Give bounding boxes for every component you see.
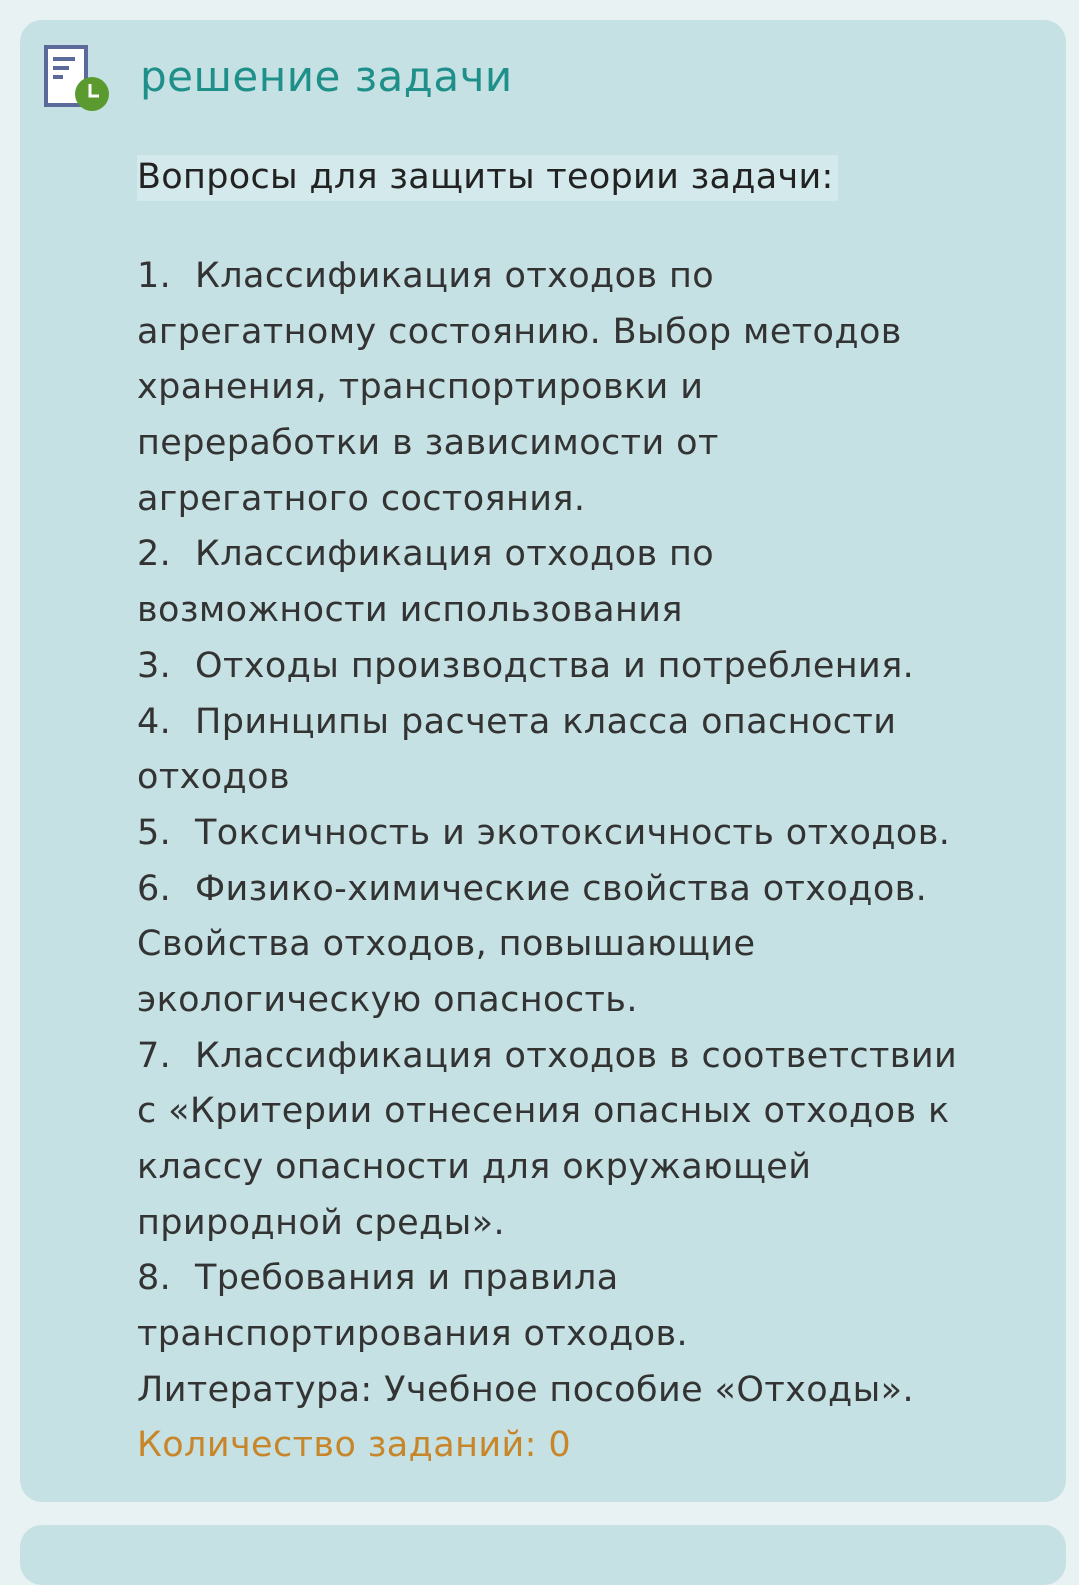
question-text: Свойства отходов, повышающие xyxy=(137,924,756,965)
question-line xyxy=(137,973,957,1029)
question-number: 4. xyxy=(137,701,172,742)
question-text: Классификация отходов по xyxy=(195,256,715,296)
question-line xyxy=(137,695,957,751)
question-text: Требования и правила xyxy=(195,1258,619,1299)
question-text: классу опасности для окружающей xyxy=(137,1147,812,1187)
question-text: Классификация отходов в соответствии xyxy=(195,1035,958,1076)
question-line xyxy=(137,472,957,528)
question-line xyxy=(137,862,957,918)
question-line xyxy=(137,1084,957,1140)
question-line xyxy=(137,527,957,583)
question-text: отходов xyxy=(137,757,290,798)
question-line xyxy=(137,360,957,416)
question-line xyxy=(137,917,957,973)
question-line xyxy=(137,750,957,806)
task-count: Количество заданий: 0 xyxy=(137,1425,572,1466)
question-line xyxy=(137,1196,957,1252)
question-text: Отходы производства и потребления. xyxy=(195,645,915,686)
question-line xyxy=(137,1140,957,1196)
question-text: Токсичность и экотоксичность отходов. xyxy=(195,812,951,853)
question-text: Принципы расчета класса опасности xyxy=(195,701,897,742)
question-number: 3. xyxy=(137,645,172,686)
question-number: 5. xyxy=(137,812,172,853)
question-line xyxy=(137,416,957,472)
question-text: экологическую опасность. xyxy=(137,979,638,1020)
question-number: 2. xyxy=(137,534,172,575)
question-text: хранения, транспортировки и xyxy=(137,367,704,408)
literature-text: Литература: Учебное пособие «Отходы». xyxy=(137,1369,915,1410)
question-text: Классификация отходов по xyxy=(195,534,715,575)
question-number: 8. xyxy=(137,1258,172,1299)
question-text: с «Критерии отнесения опасных отходов к xyxy=(137,1091,950,1132)
question-line xyxy=(137,1251,957,1307)
question-line xyxy=(137,305,957,361)
question-text: агрегатному состоянию. Выбор методов xyxy=(137,311,902,352)
question-text: транспортирования отходов. xyxy=(137,1314,689,1355)
question-number: 1. xyxy=(137,256,172,296)
question-line xyxy=(137,1029,957,1085)
question-line xyxy=(137,806,957,862)
questions-list xyxy=(137,249,957,1474)
question-line xyxy=(137,1307,957,1363)
question-text: агрегатного состояния. xyxy=(137,478,586,519)
next-task-card[interactable] xyxy=(20,1525,1066,1585)
question-line xyxy=(137,249,957,305)
question-number: 7. xyxy=(137,1035,172,1076)
question-text: природной среды». xyxy=(137,1202,506,1243)
question-number: 6. xyxy=(137,868,172,909)
task-document-clock-icon xyxy=(43,44,113,114)
question-text: переработки в зависимости от xyxy=(137,423,719,464)
question-text: Физико-химические свойства отходов. xyxy=(195,868,928,909)
questions-heading: Вопросы для защиты теории задачи: xyxy=(137,155,838,201)
question-line xyxy=(137,583,957,639)
question-line xyxy=(137,639,957,695)
task-title[interactable]: решение задачи xyxy=(140,52,513,101)
question-text: возможности использования xyxy=(137,590,683,631)
